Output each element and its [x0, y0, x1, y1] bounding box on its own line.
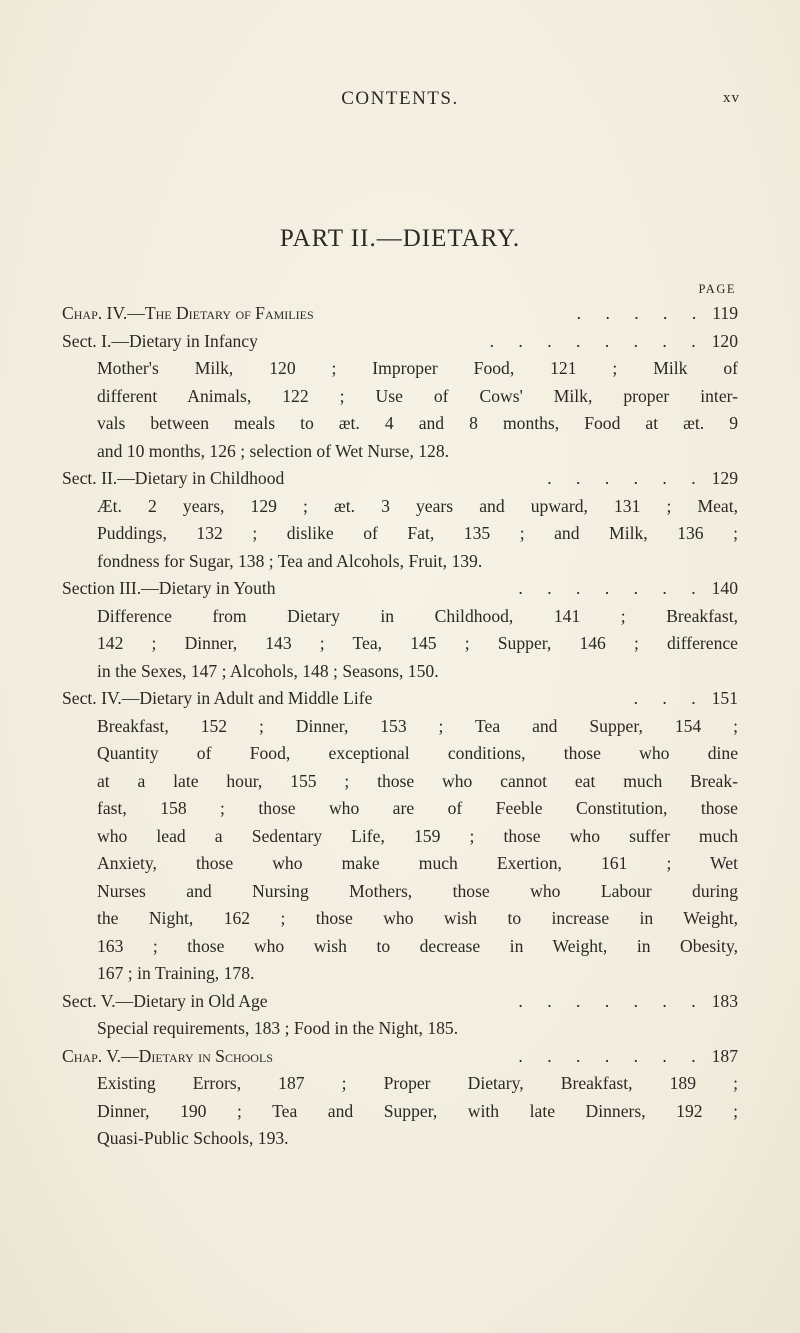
- description-line: Nurses and Nursing Mothers, those who Labour during: [97, 880, 738, 901]
- description-line: Existing Errors, 187 ; Proper Dietary, Breakfast, 189 ;: [97, 1073, 738, 1093]
- dot-leader: . . . . . . .: [518, 990, 706, 1011]
- description-line: Quasi-Public Schools, 193.: [97, 1128, 289, 1148]
- page-column-label: PAGE: [698, 282, 736, 296]
- entry-description: [97, 713, 738, 988]
- entry-description: [97, 1015, 738, 1043]
- description-line: Difference from Dietary in Childhood, 141 ; Breakfast,: [97, 605, 738, 626]
- description-line: Dinner, 190 ; Tea and Supper, with late Dinners, 192 ;: [97, 1100, 738, 1121]
- dot-leader: . . . . .: [576, 303, 707, 323]
- running-head: [60, 88, 740, 112]
- toc-entry-chapter-v: [62, 1043, 738, 1071]
- description-line: Puddings, 132 ; dislike of Fat, 135 ; and Milk, 136 ;: [97, 523, 738, 543]
- description-line: the Night, 162 ; those who wish to increase in Weight,: [97, 908, 738, 928]
- dot-leader: . . . . . . .: [518, 1045, 706, 1066]
- toc-entry-chapter-iv: [62, 300, 738, 328]
- description-line: Æt. 2 years, 129 ; æt. 3 years and upward, 131 ; Meat,: [97, 495, 738, 516]
- toc-entry-section-v: [62, 988, 738, 1016]
- entry-description: [97, 493, 738, 576]
- dot-leader: . . . . . . . .: [489, 330, 706, 351]
- description-line: Anxiety, those who make much Exertion, 161 ; Wet: [97, 853, 738, 873]
- description-line: 142 ; Dinner, 143 ; Tea, 145 ; Supper, 146 ; difference: [97, 633, 738, 653]
- dot-leader: . . . . . . .: [518, 578, 706, 598]
- description-line: at a late hour, 155 ; those who cannot eat much Break-: [97, 770, 738, 791]
- description-line: different Animals, 122 ; Use of Cows' Milk, proper inter-: [97, 385, 738, 406]
- entry-title: Section III.—Dietary in Youth: [62, 578, 276, 598]
- description-line: fast, 158 ; those who are of Feeble Constitution, those: [97, 798, 738, 818]
- toc-entry-section-i: [62, 328, 738, 356]
- description-line: in the Sexes, 147 ; Alcohols, 148 ; Seasons, 150.: [97, 660, 439, 681]
- description-line: 163 ; those who wish to decrease in Weight, in Obesity,: [97, 935, 738, 956]
- entry-title: Chap. V.—Dietary in Schools: [62, 1045, 273, 1066]
- toc-entry-section-iii: [62, 575, 738, 603]
- entry-title: Sect. V.—Dietary in Old Age: [62, 990, 268, 1011]
- entry-page-number: 140: [711, 578, 738, 598]
- toc-entry-section-iv: [62, 685, 738, 713]
- entry-description: [97, 603, 738, 686]
- entry-page-number: 151: [711, 688, 738, 708]
- entry-page-number: 119: [712, 303, 738, 323]
- description-line: fondness for Sugar, 138 ; Tea and Alcohols, Fruit, 139.: [97, 550, 483, 571]
- description-line: and 10 months, 126 ; selection of Wet Nurse, 128.: [97, 440, 450, 461]
- description-line: 167 ; in Training, 178.: [97, 963, 255, 983]
- entry-page-number: 129: [711, 468, 738, 488]
- entry-page-number: 183: [711, 990, 738, 1011]
- entry-description: [97, 355, 738, 465]
- description-line: vals between meals to æt. 4 and 8 months, Food at æt. 9: [97, 413, 738, 433]
- entry-title: Chap. IV.—The Dietary of Families: [62, 303, 314, 323]
- dot-leader: . . .: [633, 688, 706, 708]
- toc-entry-section-ii: [62, 465, 738, 493]
- description-line: Quantity of Food, exceptional conditions, those who dine: [97, 743, 738, 763]
- description-line: Special requirements, 183 ; Food in the Night, 185.: [97, 1018, 459, 1038]
- entry-title: Sect. I.—Dietary in Infancy: [62, 330, 258, 351]
- part-title: PART II.—DIETARY.: [279, 225, 521, 252]
- table-of-contents: [62, 300, 738, 1153]
- page-number: xv: [723, 90, 740, 106]
- description-line: Mother's Milk, 120 ; Improper Food, 121 ; Milk of: [97, 358, 738, 378]
- entry-title: Sect. IV.—Dietary in Adult and Middle Life: [62, 688, 373, 708]
- entry-page-number: 187: [711, 1045, 738, 1066]
- entry-description: [97, 1070, 738, 1153]
- entry-page-number: 120: [711, 330, 738, 351]
- running-title: CONTENTS.: [341, 88, 459, 109]
- description-line: who lead a Sedentary Life, 159 ; those who suffer much: [97, 825, 738, 846]
- description-line: Breakfast, 152 ; Dinner, 153 ; Tea and Supper, 154 ;: [97, 715, 738, 736]
- entry-title: Sect. II.—Dietary in Childhood: [62, 468, 285, 488]
- dot-leader: . . . . . .: [547, 468, 706, 488]
